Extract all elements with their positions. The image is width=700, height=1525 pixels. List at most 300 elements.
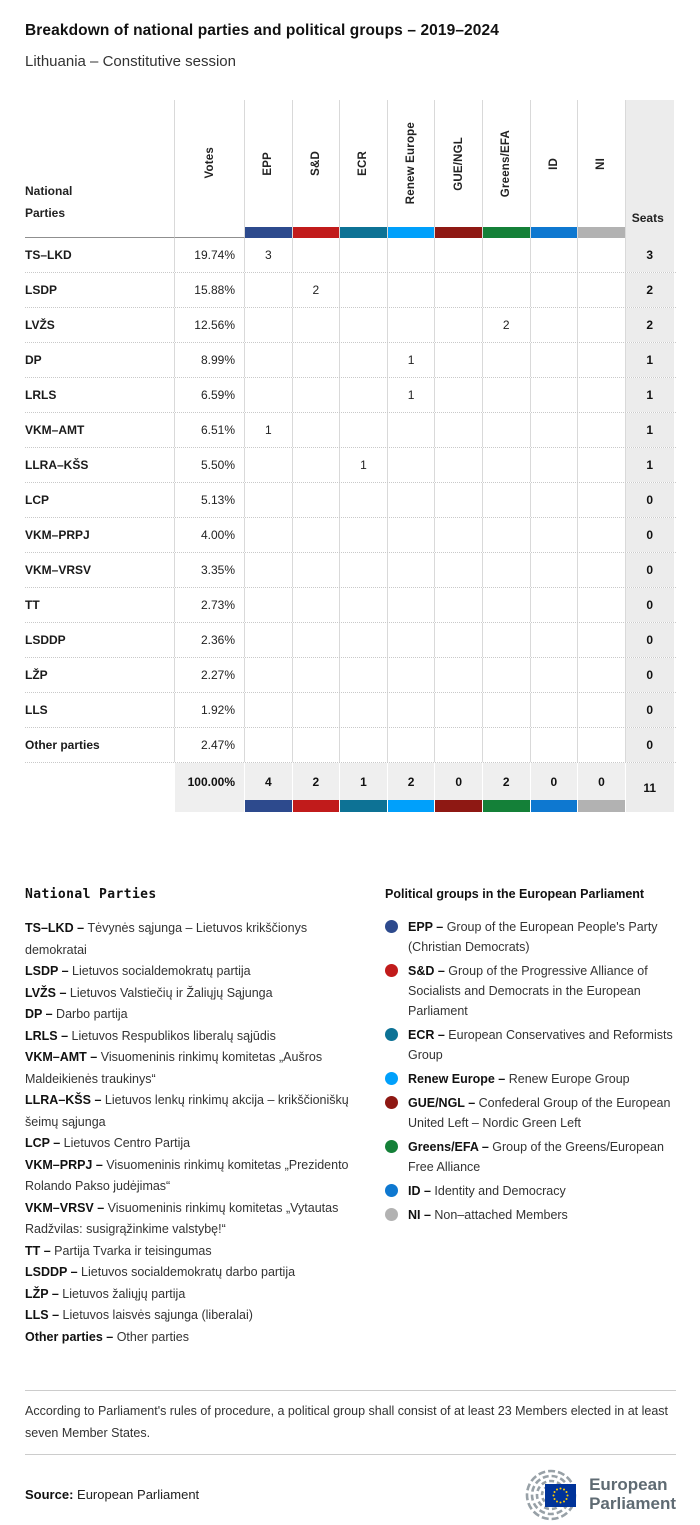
seat-count-renew-europe (388, 658, 436, 692)
page-title: Breakdown of national parties and political groups – 2019–2024 (25, 22, 499, 39)
seat-count-id (531, 483, 579, 517)
seat-count-s-d (293, 238, 341, 272)
table-row (25, 518, 676, 553)
legend-party-item: LŽP – Lietuvos žaliųjų partija (25, 1286, 186, 1301)
votes-value: 5.13% (175, 483, 245, 517)
seat-count-id (531, 378, 579, 412)
page-subtitle: Lithuania – Constitutive session (25, 53, 236, 70)
source-label: Source: (25, 1486, 74, 1502)
total-seat-count-s-d: 2 (293, 763, 341, 812)
group-color-bar (435, 227, 482, 238)
party-name: VKM–AMT (25, 413, 175, 447)
seat-count-gue-ngl (435, 483, 483, 517)
seat-count-renew-europe (388, 518, 436, 552)
seats-total: 0 (626, 588, 674, 622)
seat-count-ni (578, 448, 626, 482)
seat-count-ecr (340, 273, 388, 307)
seats-table (25, 100, 676, 812)
seat-count-id (531, 238, 579, 272)
column-label: Renew Europe (405, 122, 418, 205)
seat-count-s-d (293, 518, 341, 552)
seat-count-ni (578, 343, 626, 377)
group-code: ECR – (408, 1028, 449, 1042)
seat-count-greens-efa (483, 343, 531, 377)
group-color-bar (293, 800, 340, 812)
seat-count-ecr (340, 658, 388, 692)
legend-group-item: ID – Identity and Democracy (385, 1181, 676, 1201)
seats-total: 0 (626, 623, 674, 657)
votes-value: 2.73% (175, 588, 245, 622)
seats-total: 0 (626, 483, 674, 517)
group-color-bar (245, 227, 292, 238)
seat-count-gue-ngl (435, 658, 483, 692)
seat-count-id (531, 518, 579, 552)
party-name: DP (25, 343, 175, 377)
legend-party-item: VKM–VRSV – Visuomeninis rinkimų komitetas „Vytautas Radžvilas: susigrąžinkime valstybę!“ (25, 1200, 339, 1236)
seat-count-gue-ngl (435, 693, 483, 727)
legend-group-item: EPP – Group of the European People's Party (Christian Democrats) (385, 917, 676, 957)
column-header-s-d (293, 100, 341, 238)
seat-count-ecr (340, 413, 388, 447)
total-votes: 100.00% (175, 763, 245, 812)
seat-count-ni (578, 518, 626, 552)
seats-total: 0 (626, 658, 674, 692)
votes-value: 1.92% (175, 693, 245, 727)
seat-count-id (531, 553, 579, 587)
seats-total: 0 (626, 518, 674, 552)
seat-count-ni (578, 273, 626, 307)
logo-wordmark: European Parliament (589, 1475, 676, 1513)
seat-count-s-d (293, 483, 341, 517)
corner-label-line2: Parties (25, 206, 66, 220)
group-color-bar (340, 227, 387, 238)
seat-count-epp (245, 658, 293, 692)
party-code: LVŽS – (25, 985, 70, 1000)
column-label: GUE/NGL (452, 136, 465, 191)
seat-count-ecr (340, 378, 388, 412)
group-color-bar (578, 800, 625, 812)
party-code: LSDP – (25, 964, 73, 978)
table-row (25, 483, 676, 518)
eu-flag (545, 1484, 576, 1507)
party-name: LŽP (25, 658, 175, 692)
legend-group-item: Renew Europe – Renew Europe Group (385, 1069, 676, 1089)
total-seat-count-epp: 4 (245, 763, 293, 812)
column-header-id (531, 100, 579, 238)
total-row (25, 763, 676, 812)
party-code: Other parties – (25, 1329, 117, 1344)
seats-total: 0 (626, 728, 674, 762)
table-row (25, 588, 676, 623)
procedure-note: According to Parliament's rules of procedure, a political group shall consist of at least 23 Members elected in at least seven Member States. (25, 1404, 668, 1440)
table-row (25, 413, 676, 448)
epp-color-dot-icon (385, 920, 398, 933)
seat-count-s-d: 2 (293, 273, 341, 307)
votes-value: 2.47% (175, 728, 245, 762)
s-d-color-dot-icon (385, 964, 398, 977)
seat-count-s-d (293, 693, 341, 727)
seat-count-greens-efa (483, 413, 531, 447)
renew-europe-color-dot-icon (385, 1072, 398, 1085)
id-color-dot-icon (385, 1184, 398, 1197)
seat-count-greens-efa (483, 658, 531, 692)
seat-count-s-d (293, 623, 341, 657)
legend-party-item: LSDP – Lietuvos socialdemokratų partija (25, 964, 251, 978)
party-name: LSDDP (25, 623, 175, 657)
seat-count-ni (578, 658, 626, 692)
party-name: LLRA–KŠS (25, 448, 175, 482)
seat-count-epp (245, 483, 293, 517)
table-row (25, 343, 676, 378)
legend-party-item: TS–LKD – Tėvynės sąjunga – Lietuvos krikščionys demokratai (25, 921, 308, 957)
table-row (25, 238, 676, 273)
table-total-row (25, 763, 676, 812)
seat-count-ecr (340, 553, 388, 587)
party-code: LLRA–KŠS – (25, 1093, 105, 1107)
table-row (25, 693, 676, 728)
seat-count-id (531, 728, 579, 762)
legend-parties-title: National Parties (25, 887, 157, 902)
seat-count-gue-ngl (435, 378, 483, 412)
seat-count-s-d (293, 658, 341, 692)
seat-count-epp: 1 (245, 413, 293, 447)
votes-value: 5.50% (175, 448, 245, 482)
group-color-bar (483, 800, 530, 812)
group-color-bar (340, 800, 387, 812)
legend-party-item: LVŽS – Lietuvos Valstiečių ir Žaliųjų Sąjunga (25, 985, 273, 1000)
seats-total: 0 (626, 553, 674, 587)
party-code: VKM–PRPJ – (25, 1157, 107, 1172)
seats-total: 2 (626, 273, 674, 307)
seat-count-ecr (340, 308, 388, 342)
seat-count-renew-europe (388, 693, 436, 727)
votes-value: 19.74% (175, 238, 245, 272)
footer (25, 1463, 676, 1525)
seat-count-gue-ngl (435, 413, 483, 447)
corner-label-line1: National (25, 184, 73, 198)
seat-count-ecr (340, 238, 388, 272)
group-code: GUE/NGL – (408, 1096, 479, 1110)
greens-efa-color-dot-icon (385, 1140, 398, 1153)
seat-count-id (531, 623, 579, 657)
votes-value: 2.27% (175, 658, 245, 692)
seat-count-ni (578, 553, 626, 587)
seat-count-gue-ngl (435, 448, 483, 482)
group-code: ID – (408, 1184, 435, 1198)
group-color-bar (531, 800, 578, 812)
seat-count-ni (578, 728, 626, 762)
seat-count-renew-europe (388, 483, 436, 517)
table-body (25, 238, 676, 763)
seat-count-greens-efa (483, 623, 531, 657)
party-name: TT (25, 588, 175, 622)
seats-total: 1 (626, 448, 674, 482)
legend-groups-title: Political groups in the European Parliament (385, 887, 645, 901)
seat-count-epp (245, 553, 293, 587)
group-color-bar (293, 227, 340, 238)
table-row (25, 378, 676, 413)
column-header-ecr (340, 100, 388, 238)
party-code: TS–LKD – (25, 921, 88, 935)
seat-count-ecr (340, 343, 388, 377)
seat-count-ecr (340, 693, 388, 727)
total-seat-count-greens-efa: 2 (483, 763, 531, 812)
seat-count-ecr (340, 588, 388, 622)
group-color-bar (578, 227, 625, 238)
seat-count-s-d (293, 378, 341, 412)
seat-count-greens-efa (483, 483, 531, 517)
legend-group-item: NI – Non–attached Members (385, 1205, 676, 1225)
party-code: LLS – (25, 1308, 63, 1322)
legend-party-item: DP – Darbo partija (25, 1007, 128, 1021)
seats-total: 0 (626, 693, 674, 727)
seat-count-renew-europe (388, 448, 436, 482)
seat-count-epp (245, 273, 293, 307)
group-color-bar (483, 227, 530, 238)
column-label: ECR (357, 151, 370, 176)
seat-count-gue-ngl (435, 623, 483, 657)
party-name: VKM–VRSV (25, 553, 175, 587)
seat-count-epp (245, 378, 293, 412)
seat-count-gue-ngl (435, 553, 483, 587)
seat-count-ecr (340, 518, 388, 552)
group-color-bar (531, 227, 578, 238)
column-header-gue-ngl (435, 100, 483, 238)
seat-count-greens-efa (483, 273, 531, 307)
seat-count-gue-ngl (435, 273, 483, 307)
seat-count-epp (245, 623, 293, 657)
seat-count-renew-europe: 1 (388, 378, 436, 412)
european-parliament-logo (515, 1465, 676, 1523)
table-row (25, 553, 676, 588)
group-color-bar (245, 800, 292, 812)
party-name: LVŽS (25, 308, 175, 342)
seat-count-greens-efa (483, 588, 531, 622)
seat-count-s-d (293, 413, 341, 447)
seat-count-s-d (293, 448, 341, 482)
seat-count-gue-ngl (435, 728, 483, 762)
seat-count-epp (245, 343, 293, 377)
seat-count-id (531, 658, 579, 692)
seat-count-greens-efa (483, 553, 531, 587)
column-label: S&D (309, 151, 322, 176)
seat-count-renew-europe (388, 623, 436, 657)
seat-count-ni (578, 308, 626, 342)
legend-party-item: LSDDP – Lietuvos socialdemokratų darbo partija (25, 1265, 296, 1279)
gue-ngl-color-dot-icon (385, 1096, 398, 1109)
legend-party-item: LLRA–KŠS – Lietuvos lenkų rinkimų akcija – krikščioniškų šeimų sąjunga (25, 1093, 349, 1129)
party-code: DP – (25, 1007, 57, 1021)
party-name: TS–LKD (25, 238, 175, 272)
seats-column-label: Seats (631, 211, 664, 225)
total-seat-count-renew-europe: 2 (388, 763, 436, 812)
votes-value: 4.00% (175, 518, 245, 552)
seat-count-renew-europe (388, 588, 436, 622)
seat-count-s-d (293, 588, 341, 622)
party-code: LCP – (25, 1136, 64, 1150)
seat-count-gue-ngl (435, 588, 483, 622)
party-code: LRLS – (25, 1028, 72, 1043)
legend-party-item: VKM–PRPJ – Visuomeninis rinkimų komitetas „Prezidento Rolando Pakso judėjimas“ (25, 1157, 349, 1193)
column-label: Greens/EFA (500, 129, 513, 198)
legend-party-item: LRLS – Lietuvos Respublikos liberalų sąjūdis (25, 1028, 276, 1043)
divider (25, 1454, 676, 1455)
seats-total: 3 (626, 238, 674, 272)
table-row (25, 448, 676, 483)
legend-party-item: LLS – Lietuvos laisvės sąjunga (liberalai) (25, 1308, 253, 1322)
seat-count-ecr (340, 483, 388, 517)
column-header-votes (175, 100, 245, 238)
seat-count-s-d (293, 343, 341, 377)
seat-count-s-d (293, 308, 341, 342)
seat-count-ecr (340, 728, 388, 762)
table-row (25, 658, 676, 693)
seat-count-id (531, 308, 579, 342)
seat-count-id (531, 413, 579, 447)
seat-count-id (531, 693, 579, 727)
party-name: LRLS (25, 378, 175, 412)
party-name: LCP (25, 483, 175, 517)
legend-national-parties (25, 887, 357, 1348)
seat-count-greens-efa (483, 378, 531, 412)
seat-count-greens-efa (483, 238, 531, 272)
seat-count-greens-efa (483, 693, 531, 727)
legend-group-item: ECR – European Conservatives and Reformists Group (385, 1025, 676, 1065)
total-empty-cell (25, 763, 175, 812)
seat-count-epp (245, 728, 293, 762)
seat-count-greens-efa (483, 728, 531, 762)
legend-party-item: Other parties – Other parties (25, 1329, 189, 1344)
party-name: VKM–PRPJ (25, 518, 175, 552)
seat-count-ni (578, 378, 626, 412)
group-color-bar (388, 227, 435, 238)
seat-count-renew-europe (388, 413, 436, 447)
party-code: VKM–AMT – (25, 1050, 101, 1064)
legend-group-item: Greens/EFA – Group of the Greens/European Free Alliance (385, 1137, 676, 1177)
seat-count-ni (578, 413, 626, 447)
seat-count-epp: 3 (245, 238, 293, 272)
party-code: LSDDP – (25, 1265, 82, 1279)
votes-value: 6.59% (175, 378, 245, 412)
table-row (25, 623, 676, 658)
total-seat-count-ecr: 1 (340, 763, 388, 812)
seat-count-id (531, 588, 579, 622)
legend-party-item: VKM–AMT – Visuomeninis rinkimų komitetas „Aušros Maldeikienės traukinys“ (25, 1050, 323, 1086)
source-value: European Parliament (77, 1486, 200, 1502)
seat-count-epp (245, 693, 293, 727)
seat-count-s-d (293, 728, 341, 762)
group-color-bar (388, 800, 435, 812)
seat-count-epp (245, 448, 293, 482)
column-header-epp (245, 100, 293, 238)
column-label: ID (547, 157, 560, 170)
seat-count-epp (245, 588, 293, 622)
seat-count-gue-ngl (435, 518, 483, 552)
seat-count-ni (578, 238, 626, 272)
legends (25, 887, 676, 1348)
party-name: LSDP (25, 273, 175, 307)
seat-count-id (531, 343, 579, 377)
column-label: EPP (262, 151, 275, 176)
group-code: Greens/EFA – (408, 1140, 493, 1154)
votes-column-label: Votes (203, 147, 216, 179)
seat-count-ni (578, 623, 626, 657)
table-row (25, 273, 676, 308)
votes-value: 3.35% (175, 553, 245, 587)
total-seat-count-id: 0 (531, 763, 579, 812)
legend-party-item: LCP – Lietuvos Centro Partija (25, 1136, 191, 1150)
seat-count-renew-europe (388, 553, 436, 587)
ni-color-dot-icon (385, 1208, 398, 1221)
legend-group-item: S&D – Group of the Progressive Alliance of Socialists and Democrats in the European Parliament (385, 961, 676, 1021)
total-seat-count-gue-ngl: 0 (435, 763, 483, 812)
seat-count-renew-europe (388, 238, 436, 272)
table-corner-header (25, 100, 175, 238)
group-color-bar (435, 800, 482, 812)
seat-count-greens-efa (483, 518, 531, 552)
seat-count-ecr (340, 623, 388, 657)
column-header-seats (626, 100, 674, 238)
column-label: NI (595, 157, 608, 170)
total-seat-count-ni: 0 (578, 763, 626, 812)
party-name: LLS (25, 693, 175, 727)
seats-total: 1 (626, 378, 674, 412)
group-code: NI – (408, 1208, 435, 1222)
seat-count-renew-europe (388, 308, 436, 342)
table-header-row (25, 100, 676, 238)
column-header-ni (578, 100, 626, 238)
party-code: VKM–VRSV – (25, 1200, 108, 1215)
legend-party-item: TT – Partija Tvarka ir teisingumas (25, 1243, 212, 1258)
party-name: Other parties (25, 728, 175, 762)
seats-total: 1 (626, 343, 674, 377)
total-seats: 11 (626, 763, 674, 812)
votes-value: 15.88% (175, 273, 245, 307)
seat-count-s-d (293, 553, 341, 587)
group-code: Renew Europe – (408, 1072, 509, 1086)
seat-count-ni (578, 693, 626, 727)
seat-count-gue-ngl (435, 343, 483, 377)
source-line (25, 1487, 199, 1502)
votes-value: 2.36% (175, 623, 245, 657)
votes-value: 6.51% (175, 413, 245, 447)
seat-count-ni (578, 483, 626, 517)
seat-count-renew-europe (388, 273, 436, 307)
votes-value: 12.56% (175, 308, 245, 342)
seat-count-gue-ngl (435, 308, 483, 342)
seat-count-gue-ngl (435, 238, 483, 272)
column-header-greens-efa (483, 100, 531, 238)
seat-count-ecr: 1 (340, 448, 388, 482)
seat-count-greens-efa (483, 448, 531, 482)
seat-count-renew-europe (388, 728, 436, 762)
seat-count-id (531, 273, 579, 307)
seat-count-epp (245, 308, 293, 342)
seat-count-renew-europe: 1 (388, 343, 436, 377)
group-code: EPP – (408, 920, 447, 934)
seat-count-epp (245, 518, 293, 552)
seats-total: 1 (626, 413, 674, 447)
ecr-color-dot-icon (385, 1028, 398, 1041)
legend-group-item: GUE/NGL – Confederal Group of the European United Left – Nordic Green Left (385, 1093, 676, 1133)
seat-count-ni (578, 588, 626, 622)
party-code: TT – (25, 1243, 55, 1258)
table-row (25, 728, 676, 763)
party-code: LŽP – (25, 1286, 63, 1301)
seat-count-greens-efa: 2 (483, 308, 531, 342)
table-row (25, 308, 676, 343)
seats-total: 2 (626, 308, 674, 342)
